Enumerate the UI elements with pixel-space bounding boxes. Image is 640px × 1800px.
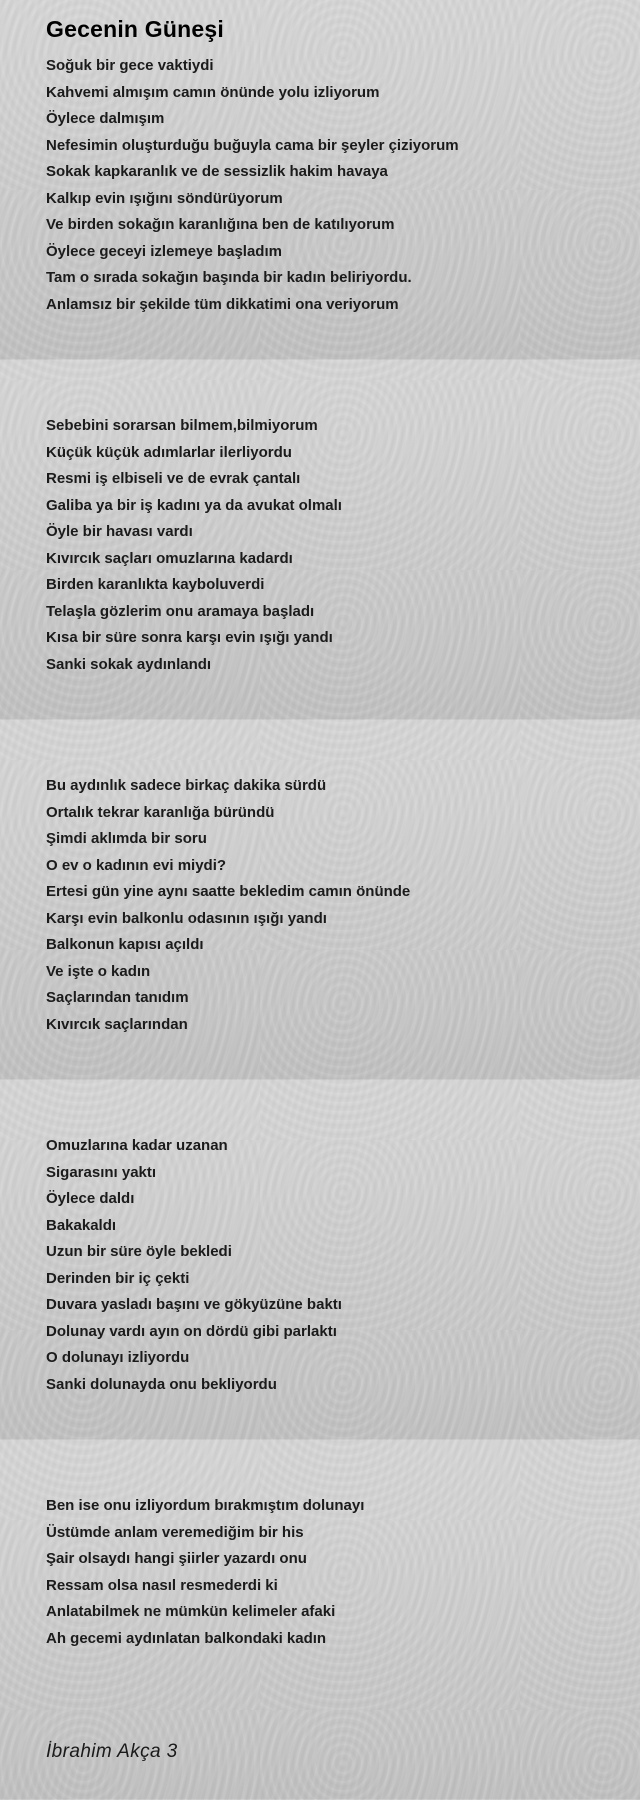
poem-line: Sanki dolunayda onu bekliyordu bbox=[46, 1375, 277, 1393]
poem-line: Anlatabilmek ne mümkün kelimeler afaki bbox=[46, 1603, 336, 1620]
poem-line: Kalkıp evin ışığını söndürüyorum bbox=[46, 189, 283, 207]
poem-body bbox=[46, 53, 630, 1652]
poem-line: Sanki sokak aydınlandı bbox=[46, 655, 212, 673]
poem-line: Sokak kapkaranlık ve de sessizlik hakim havaya bbox=[46, 163, 388, 180]
poem-line: Sebebini sorarsan bilmem,bilmiyorum bbox=[46, 417, 318, 434]
poem-line: Tam o sırada sokağın başında bir kadın beliriyordu. bbox=[46, 269, 412, 286]
poem-line: Kahvemi almışım camın önünde yolu izliyorum bbox=[46, 83, 380, 101]
poem-line: Ben ise onu izliyordum bırakmıştım dolunayı bbox=[46, 1497, 365, 1514]
stanza bbox=[46, 1133, 630, 1398]
poem-line: O dolunayı izliyordu bbox=[46, 1349, 190, 1366]
stanza bbox=[46, 413, 630, 678]
poem-line: Resmi iş elbiseli ve de evrak çantalı bbox=[46, 470, 301, 487]
poem-line: Şair olsaydı hangi şiirler yazardı onu bbox=[46, 1550, 307, 1567]
poem-line: Galiba ya bir iş kadını ya da avukat olmalı bbox=[46, 496, 342, 514]
stanza bbox=[46, 1493, 630, 1652]
poem-line: Sigarasını yaktı bbox=[46, 1163, 157, 1181]
poem-author-signature: İbrahim Akça 3 bbox=[46, 1741, 178, 1762]
poem-line: Şimdi aklımda bir soru bbox=[46, 830, 207, 847]
poem-line: Ortalık tekrar karanlığa büründü bbox=[46, 803, 275, 821]
poem-line: O ev o kadının evi miydi? bbox=[46, 856, 227, 874]
stanza bbox=[46, 773, 630, 1038]
poem-line: Bu aydınlık sadece birkaç dakika sürdü bbox=[46, 777, 327, 794]
poem-line: Bakakaldı bbox=[46, 1216, 117, 1234]
poem-line: Öylece daldı bbox=[46, 1190, 135, 1207]
poem-line: Karşı evin balkonlu odasının ışığı yandı bbox=[46, 909, 327, 927]
poem-line: Telaşla gözlerim onu aramaya başladı bbox=[46, 602, 315, 620]
poem-line: Üstümde anlam veremediğim bir his bbox=[46, 1523, 304, 1541]
poem-line: Öylece geceyi izlemeye başladım bbox=[46, 242, 282, 260]
poem-line: Öyle bir havası vardı bbox=[46, 523, 193, 540]
poem-line: Dolunay vardı ayın on dördü gibi parlaktı bbox=[46, 1322, 337, 1340]
poem-line: Derinden bir iç çekti bbox=[46, 1269, 190, 1287]
poem-line: Duvara yasladı başını ve gökyüzüne baktı bbox=[46, 1296, 342, 1313]
poem-line: Balkonun kapısı açıldı bbox=[46, 936, 204, 953]
stanza bbox=[46, 53, 630, 318]
poem-line: Ah gecemi aydınlatan balkondaki kadın bbox=[46, 1629, 327, 1647]
poem-line: Ve birden sokağın karanlığına ben de katılıyorum bbox=[46, 216, 395, 233]
poem-line: Soğuk bir gece vaktiydi bbox=[46, 57, 214, 74]
poem-line: Öylece dalmışım bbox=[46, 110, 165, 127]
poem-line: Omuzlarına kadar uzanan bbox=[46, 1137, 228, 1154]
poem-line: Ve işte o kadın bbox=[46, 962, 151, 980]
poem-line: Küçük küçük adımlarlar ilerliyordu bbox=[46, 443, 292, 461]
poem-line: Saçlarından tanıdım bbox=[46, 989, 189, 1006]
poem-line: Kıvırcık saçlarından bbox=[46, 1015, 188, 1033]
poem-line: Birden karanlıkta kayboluverdi bbox=[46, 576, 265, 593]
poem-line: Uzun bir süre öyle bekledi bbox=[46, 1243, 232, 1260]
poem-line: Nefesimin oluşturduğu buğuyla cama bir şeyler çiziyorum bbox=[46, 136, 459, 154]
poem-line: Anlamsız bir şekilde tüm dikkatimi ona veriyorum bbox=[46, 295, 399, 313]
poem-line: Ressam olsa nasıl resmederdi ki bbox=[46, 1576, 278, 1594]
poem-title: Gecenin Güneşi bbox=[46, 16, 224, 42]
poem-line: Kıvırcık saçları omuzlarına kadardı bbox=[46, 549, 293, 567]
poem-line: Kısa bir süre sonra karşı evin ışığı yandı bbox=[46, 629, 333, 646]
poem-line: Ertesi gün yine aynı saatte bekledim camın önünde bbox=[46, 883, 411, 900]
